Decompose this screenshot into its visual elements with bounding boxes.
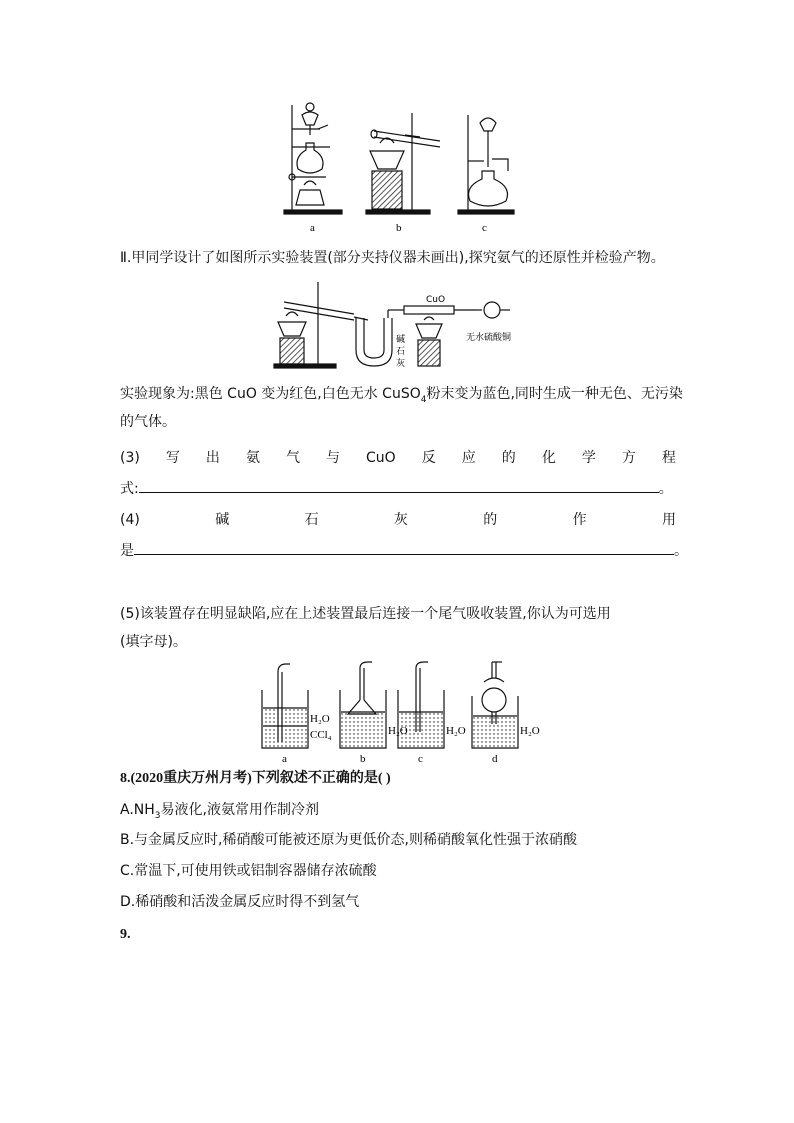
question-3-line-2: [120, 478, 673, 499]
fig3-ccl4-a: CCl₄: [310, 729, 332, 741]
q4-char: 作: [572, 512, 587, 528]
q4-char: (4): [120, 512, 140, 528]
fig3-h2o-a: H₂O: [310, 713, 330, 725]
fig2-lime-label-3: 灰: [396, 359, 406, 369]
q3-char: 氨: [245, 450, 260, 466]
q3-char: 出: [205, 450, 220, 466]
fig1-label-a: a: [310, 222, 315, 234]
question-8-option-d[interactable]: D.稀硝酸和活泼金属反应时得不到氢气: [120, 894, 360, 910]
fig3-label-b: b: [360, 753, 366, 765]
fig1-label-b: b: [396, 222, 402, 234]
fig3-label-a: a: [282, 753, 287, 765]
fig2-lime-label-2: 石: [396, 347, 406, 357]
question-3-line-1: [120, 448, 676, 468]
q4-tail: 是: [120, 543, 134, 559]
q8-a-post: 易液化,液氨常用作制冷剂: [160, 802, 319, 818]
q4-char: 石: [304, 512, 319, 528]
part2-text: Ⅱ.甲同学设计了如图所示实验装置(部分夹持仪器未画出),探究氨气的还原性并检验产物。: [120, 250, 665, 266]
fig3-label-c: c: [418, 753, 423, 765]
q3-char: 写: [165, 450, 180, 466]
q3-answer-blank[interactable]: [139, 478, 659, 493]
q3-char: 方: [621, 450, 636, 466]
q3-char: 化: [541, 450, 556, 466]
question-4-line-2: [120, 540, 688, 561]
question-5-line-1: (5)该装置存在明显缺陷,应在上述装置最后连接一个尾气吸收装置,你认为可选用: [120, 606, 611, 622]
q8-a-pre: A.NH: [120, 802, 155, 818]
fig3-h2o-d: H₂O: [520, 725, 540, 737]
question-5-line-2: (填字母)。: [120, 634, 187, 650]
q4-char: 的: [483, 512, 498, 528]
q4-char: 碱: [215, 512, 230, 528]
q3-char: 的: [501, 450, 516, 466]
fig1-label-c: c: [482, 222, 487, 234]
obs-post: 粉末变为蓝色,同时生成一种无色、无污染: [426, 386, 683, 402]
question-4-line-1: [120, 510, 676, 530]
q4-char: 灰: [393, 512, 408, 528]
obs-pre: 实验现象为:黑色 CuO 变为红色,白色无水 CuSO: [120, 386, 421, 402]
absorption-devices-figure: [256, 660, 546, 766]
q3-char: 学: [581, 450, 596, 466]
q4-answer-blank[interactable]: [134, 540, 674, 555]
q4-end: 。: [674, 543, 688, 559]
q3-tail: 式:: [120, 481, 139, 497]
observation-line-1: [120, 384, 683, 410]
q3-char: 与: [326, 450, 340, 466]
question-8-option-c[interactable]: C.常温下,可使用铁或铝制容器储存浓硫酸: [120, 863, 377, 879]
q8-stem: 8.(2020重庆万州月考)下列叙述不正确的是( ): [120, 771, 391, 786]
fig3-label-d: d: [492, 753, 498, 765]
apparatus-figure-abc: [270, 95, 530, 235]
q3-end: 。: [658, 481, 673, 497]
question-9-label: [120, 924, 131, 945]
question-8-option-a[interactable]: [120, 800, 319, 826]
question-8-stem: [120, 768, 391, 789]
q4-char: 用: [662, 512, 676, 528]
q3-char: CuO: [366, 450, 396, 466]
q3-char: 反: [421, 450, 436, 466]
fig2-cuso4-label: 无水硫酸铜: [466, 333, 512, 343]
q3-char: (3): [120, 450, 140, 466]
obs-sub: 4: [420, 394, 427, 405]
fig2-cuo-label: CuO: [426, 295, 446, 305]
fig3-h2o-c: H₂O: [446, 725, 466, 737]
question-8-option-b[interactable]: B.与金属反应时,稀硝酸可能被还原为更低价态,则稀硝酸氧化性强于浓硝酸: [120, 832, 577, 848]
reduction-apparatus-figure: [270, 278, 530, 374]
fig2-lime-label-1: 碱: [396, 335, 406, 345]
q3-char: 程: [661, 450, 676, 466]
q3-char: 气: [285, 450, 300, 466]
q3-char: 应: [461, 450, 476, 466]
fig3-h2o-b: H₂O: [388, 725, 408, 737]
observation-line-2: 的气体。: [120, 414, 176, 430]
q9-label: 9.: [120, 927, 131, 942]
q8-a-sub: 3: [154, 810, 161, 821]
